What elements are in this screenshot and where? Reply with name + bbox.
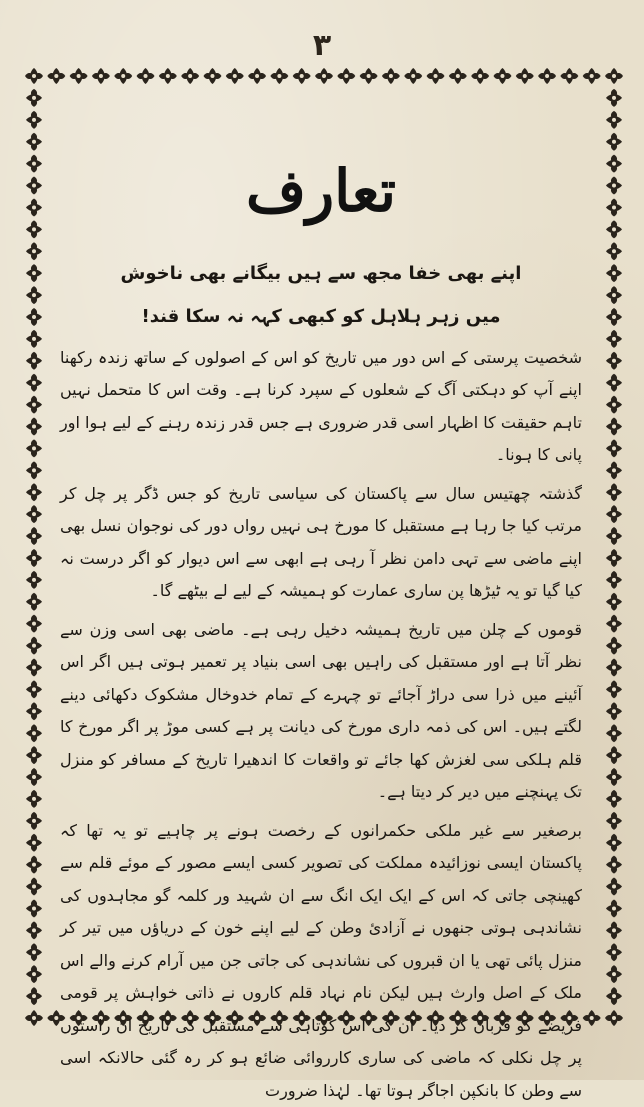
- border-ornament: [26, 856, 42, 874]
- paragraph-1: شخصیت پرستی کے اس دور میں تاریخ کو اس کے اصولوں کے ساتھ زندہ رکھنا اپنے آپ کو دہکتی آگ کے شعلوں کے سپرد کرنا ہے۔ وقت اس کا متحمل نہیں تاہم حقیقت کا اظہار اسی قدر ضروری ہے جس قدر زندہ رہنے کے لیے ہوا اور پانی کا ہونا۔: [60, 347, 582, 465]
- border-ornament: [606, 746, 622, 764]
- border-ornament: [583, 1010, 601, 1026]
- border-ornament: [25, 1010, 43, 1026]
- border-ornament: [26, 702, 42, 720]
- border-ornament: [606, 702, 622, 720]
- border-ornament: [26, 111, 42, 129]
- border-ornament: [26, 286, 42, 304]
- border-ornament: [606, 264, 622, 282]
- border-ornament: [606, 790, 622, 808]
- border-ornament: [606, 899, 622, 917]
- couplet-line-1: اپنے بھی خفا مجھ سے ہیں بیگانے بھی ناخوش: [120, 262, 522, 284]
- border-ornament: [26, 505, 42, 523]
- border-ornament: [606, 177, 622, 195]
- border-ornament: [25, 68, 43, 84]
- border-ornament: [26, 527, 42, 545]
- border-ornament: [606, 308, 622, 326]
- border-ornament: [26, 133, 42, 151]
- border-ornament: [606, 352, 622, 370]
- border-ornament: [26, 220, 42, 238]
- border-ornament: [493, 68, 511, 84]
- border-ornament: [606, 724, 622, 742]
- border-ornament: [47, 68, 65, 84]
- border-ornament: [471, 68, 489, 84]
- border-ornament: [606, 658, 622, 676]
- border-ornament: [26, 242, 42, 260]
- couplet-line-2: میں زہر ہلاہل کو کبھی کہہ نہ سکا قند!: [141, 305, 501, 327]
- page-number: ۳: [312, 28, 332, 63]
- border-ornament: [26, 264, 42, 282]
- border-ornament: [26, 352, 42, 370]
- border-ornament: [606, 593, 622, 611]
- border-ornament: [26, 483, 42, 501]
- border-ornament: [606, 198, 622, 216]
- main-text: [60, 150, 582, 1100]
- border-ornament: [26, 549, 42, 567]
- border-ornament: [26, 943, 42, 961]
- border-ornament: [606, 921, 622, 939]
- border-ornament: [26, 330, 42, 348]
- border-ornament: [606, 615, 622, 633]
- border-ornament: [449, 68, 467, 84]
- border-ornament: [26, 878, 42, 896]
- border-ornament: [606, 439, 622, 457]
- border-ornament: [606, 461, 622, 479]
- border-ornament: [404, 68, 422, 84]
- border-ornament: [606, 505, 622, 523]
- border-ornament: [26, 571, 42, 589]
- border-ornament: [293, 68, 311, 84]
- border-ornament: [606, 286, 622, 304]
- border-ornament: [606, 133, 622, 151]
- border-ornament: [26, 418, 42, 436]
- border-ornament: [26, 658, 42, 676]
- border-ornament: [26, 987, 42, 1005]
- paragraph-4: برصغیر سے غیر ملکی حکمرانوں کے رخصت ہونے پر چاہیے تو یہ تھا کہ پاکستان ایسی نوزائیدہ مملکت کی تصویر کسی ایسے مصور کے موئے قلم سے کھینچی جاتی کہ اس کے ایک ایک انگ سے ان شہید ور کلمہ گو مجاہدوں کی نشاندہی ہوتی جنھوں نے آزادئ وطن کے لیے اپنے خون کے دریاؤں میں تیر کر منزل پائی تھی یا ان قبروں کی نشاندہی کی جاتی جن میں آرام کرنے والے اس ملک کے اصل وارث ہیں لیکن نام نہاد قلم کاروں نے ذاتی خواہش پر قومی فریضے کو قربان کر دیا۔ ان کی اس کوتاہی سے مستقبل کی تاریخ ان راستوں پر چل نکلی کہ ماضی کی ساری کارروائی ضائع ہو کر رہ گئی حالانکہ اسی سے وطن کا بانکپن اجاگر ہوتا تھا۔ لہٰذا ضرورت: [60, 820, 582, 1100]
- border-ornament: [606, 637, 622, 655]
- border-ornament: [26, 790, 42, 808]
- border-ornament: [26, 155, 42, 173]
- border-ornament: [26, 680, 42, 698]
- border-ornament: [203, 68, 221, 84]
- border-ornament: [516, 68, 534, 84]
- border-ornament: [26, 724, 42, 742]
- border-ornament: [26, 308, 42, 326]
- paragraph-2: گذشتہ چھتیس سال سے پاکستان کی سیاسی تاریخ کو جس ڈگر پر چل کر مرتب کیا جا رہا ہے مستقبل کا مورخ ہی نہیں رواں دور کی نوجوان نسل بھی اپنے ماضی سے تہی دامن نظر آ رہی ہے ابھی سے اس دیوار کو اگر درست نہ کیا گیا تو یہ ٹیڑھا پن ساری عمارت کو ہمیشہ کے لیے لے بیٹھے گا۔: [60, 483, 582, 601]
- border-ornament: [26, 746, 42, 764]
- border-ornament: [606, 330, 622, 348]
- border-ornament: [606, 89, 622, 107]
- border-ornament: [606, 418, 622, 436]
- chapter-title: تعارف: [246, 157, 396, 225]
- border-ornament: [606, 483, 622, 501]
- border-ornament: [26, 177, 42, 195]
- border-ornament: [605, 68, 623, 84]
- border-ornament: [606, 812, 622, 830]
- border-ornament: [606, 834, 622, 852]
- border-ornament: [26, 768, 42, 786]
- border-ornament: [92, 68, 110, 84]
- border-ornament: [606, 374, 622, 392]
- border-ornament: [26, 89, 42, 107]
- border-ornament: [26, 396, 42, 414]
- couplet: [60, 252, 582, 338]
- border-ornament: [606, 571, 622, 589]
- border-ornament: [382, 68, 400, 84]
- border-ornament: [606, 943, 622, 961]
- border-ornament: [583, 68, 601, 84]
- border-ornament: [26, 921, 42, 939]
- border-ornament: [606, 549, 622, 567]
- border-ornament: [70, 68, 88, 84]
- border-ornament: [159, 68, 177, 84]
- border-ornament: [606, 878, 622, 896]
- border-ornament: [606, 856, 622, 874]
- border-ornament: [606, 527, 622, 545]
- border-ornament: [606, 965, 622, 983]
- border-ornament: [606, 768, 622, 786]
- border-ornament: [26, 374, 42, 392]
- border-ornament: [606, 220, 622, 238]
- border-ornament: [26, 834, 42, 852]
- border-ornament: [270, 68, 288, 84]
- border-ornament: [26, 593, 42, 611]
- border-ornament: [606, 242, 622, 260]
- border-ornament: [606, 155, 622, 173]
- border-ornament: [26, 965, 42, 983]
- border-ornament: [427, 68, 445, 84]
- border-ornament: [337, 68, 355, 84]
- border-ornament: [606, 987, 622, 1005]
- border-ornament: [606, 680, 622, 698]
- border-ornament: [26, 637, 42, 655]
- border-ornament: [26, 615, 42, 633]
- border-ornament: [114, 68, 132, 84]
- border-ornament: [606, 396, 622, 414]
- border-ornament: [538, 68, 556, 84]
- border-ornament: [181, 68, 199, 84]
- border-ornament: [248, 68, 266, 84]
- border-ornament: [26, 461, 42, 479]
- border-ornament: [560, 68, 578, 84]
- border-ornament: [605, 1010, 623, 1026]
- border-ornament: [26, 899, 42, 917]
- border-ornament: [606, 111, 622, 129]
- border-ornament: [26, 439, 42, 457]
- border-ornament: [26, 812, 42, 830]
- border-ornament: [137, 68, 155, 84]
- border-ornament: [226, 68, 244, 84]
- border-ornament: [26, 198, 42, 216]
- paragraph-3: قوموں کے چلن میں تاریخ ہمیشہ دخیل رہی ہے۔ ماضی بھی اسی وزن سے نظر آتا ہے اور مستقبل کی راہیں بھی اسی بنیاد پر تعمیر ہوتی ہیں اگر اس آئینے میں ذرا سی دراڑ آجائے تو چہرے کے تمام خدوخال مشکوک دکھائی دینے لگتے ہیں۔ اس کی ذمہ داری مورخ کی دیانت پر ہے کسی موڑ پر اگر مورخ کا قلم ہلکی سی لغزش کھا جائے تو واقعات کا اندھیرا تاریخ کے مسافر کو منزل تک پہنچنے میں دیر کر دیتا ہے۔: [60, 619, 582, 802]
- border-ornament: [360, 68, 378, 84]
- border-ornament: [315, 68, 333, 84]
